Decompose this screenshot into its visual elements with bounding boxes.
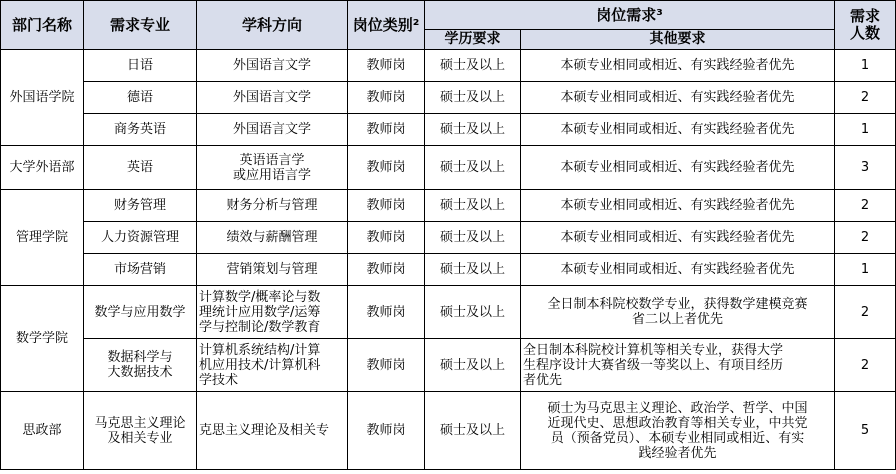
table-row [1, 286, 896, 339]
header-dept: 部门名称 [1, 1, 84, 50]
direction-cell: 外国语言文学 [197, 82, 348, 114]
major-cell: 商务英语 [84, 114, 197, 146]
header-post-req: 岗位需求³ [425, 1, 835, 30]
direction-cell: 外国语言文学 [197, 50, 348, 82]
table-row [1, 339, 896, 392]
direction-cell: 计算数学/概率论与数 理统计应用数学/运筹 学与控制论/数学教育 [197, 286, 348, 339]
edu-cell: 硕士及以上 [425, 254, 521, 286]
other-cell: 本硕专业相同或相近、有实践经验者优先 [521, 254, 835, 286]
dept-cell: 管理学院 [1, 190, 84, 286]
direction-cell: 计算机系统结构/计算 机应用技术/计算机科 学技术 [197, 339, 348, 392]
dept-cell: 思政部 [1, 392, 84, 470]
count-cell: 3 [835, 146, 896, 190]
header-count: 需求 人数 [835, 1, 896, 50]
header-direction: 学科方向 [197, 1, 348, 50]
post-cell: 教师岗 [348, 190, 425, 222]
count-cell: 2 [835, 190, 896, 222]
count-cell: 1 [835, 50, 896, 82]
count-cell: 5 [835, 392, 896, 470]
other-cell: 本硕专业相同或相近、有实践经验者优先 [521, 50, 835, 82]
dept-cell: 大学外语部 [1, 146, 84, 190]
major-cell: 财务管理 [84, 190, 197, 222]
edu-cell: 硕士及以上 [425, 339, 521, 392]
major-cell: 德语 [84, 82, 197, 114]
dept-cell: 数学学院 [1, 286, 84, 392]
edu-cell: 硕士及以上 [425, 146, 521, 190]
direction-cell: 克思主义理论及相关专 [197, 392, 348, 470]
post-cell: 教师岗 [348, 50, 425, 82]
table-row [1, 190, 896, 222]
header-edu: 学历要求 [425, 30, 521, 50]
header-major: 需求专业 [84, 1, 197, 50]
post-cell: 教师岗 [348, 254, 425, 286]
direction-cell: 外国语言文学 [197, 114, 348, 146]
count-cell: 1 [835, 254, 896, 286]
major-cell: 英语 [84, 146, 197, 190]
major-cell: 马克思主义理论 及相关专业 [84, 392, 197, 470]
edu-cell: 硕士及以上 [425, 392, 521, 470]
other-cell: 硕士为马克思主义理论、政治学、哲学、中国 近现代史、思想政治教育等相关专业，中共党 员（预备党员）、本硕专业相同或相近、有实 践经验者优先 [521, 392, 835, 470]
direction-cell: 营销策划与管理 [197, 254, 348, 286]
edu-cell: 硕士及以上 [425, 190, 521, 222]
header-other: 其他要求 [521, 30, 835, 50]
count-cell: 2 [835, 82, 896, 114]
post-cell: 教师岗 [348, 222, 425, 254]
count-cell: 2 [835, 286, 896, 339]
post-cell: 教师岗 [348, 392, 425, 470]
count-cell: 1 [835, 114, 896, 146]
other-cell: 全日制本科院校数学专业，获得数学建模竞赛 省二以上者优先 [521, 286, 835, 339]
table-row [1, 222, 896, 254]
table-row [1, 254, 896, 286]
dept-cell: 外国语学院 [1, 50, 84, 146]
header-post-type: 岗位类别² [348, 1, 425, 50]
edu-cell: 硕士及以上 [425, 50, 521, 82]
direction-cell: 英语语言学 或应用语言学 [197, 146, 348, 190]
edu-cell: 硕士及以上 [425, 222, 521, 254]
post-cell: 教师岗 [348, 82, 425, 114]
major-cell: 市场营销 [84, 254, 197, 286]
post-cell: 教师岗 [348, 146, 425, 190]
other-cell: 全日制本科院校计算机等相关专业，获得大学 生程序设计大赛省级一等奖以上、有项目经历 者优先 [521, 339, 835, 392]
table-row [1, 146, 896, 190]
post-cell: 教师岗 [348, 114, 425, 146]
table-row [1, 82, 896, 114]
major-cell: 人力资源管理 [84, 222, 197, 254]
edu-cell: 硕士及以上 [425, 82, 521, 114]
major-cell: 日语 [84, 50, 197, 82]
other-cell: 本硕专业相同或相近、有实践经验者优先 [521, 114, 835, 146]
count-cell: 2 [835, 222, 896, 254]
table-row [1, 392, 896, 470]
other-cell: 本硕专业相同或相近、有实践经验者优先 [521, 146, 835, 190]
edu-cell: 硕士及以上 [425, 114, 521, 146]
post-cell: 教师岗 [348, 286, 425, 339]
direction-cell: 绩效与薪酬管理 [197, 222, 348, 254]
count-cell: 2 [835, 339, 896, 392]
table-row [1, 50, 896, 82]
other-cell: 本硕专业相同或相近、有实践经验者优先 [521, 222, 835, 254]
major-cell: 数学与应用数学 [84, 286, 197, 339]
other-cell: 本硕专业相同或相近、有实践经验者优先 [521, 82, 835, 114]
edu-cell: 硕士及以上 [425, 286, 521, 339]
post-cell: 教师岗 [348, 339, 425, 392]
other-cell: 本硕专业相同或相近、有实践经验者优先 [521, 190, 835, 222]
direction-cell: 财务分析与管理 [197, 190, 348, 222]
table-row [1, 114, 896, 146]
major-cell: 数据科学与 大数据技术 [84, 339, 197, 392]
